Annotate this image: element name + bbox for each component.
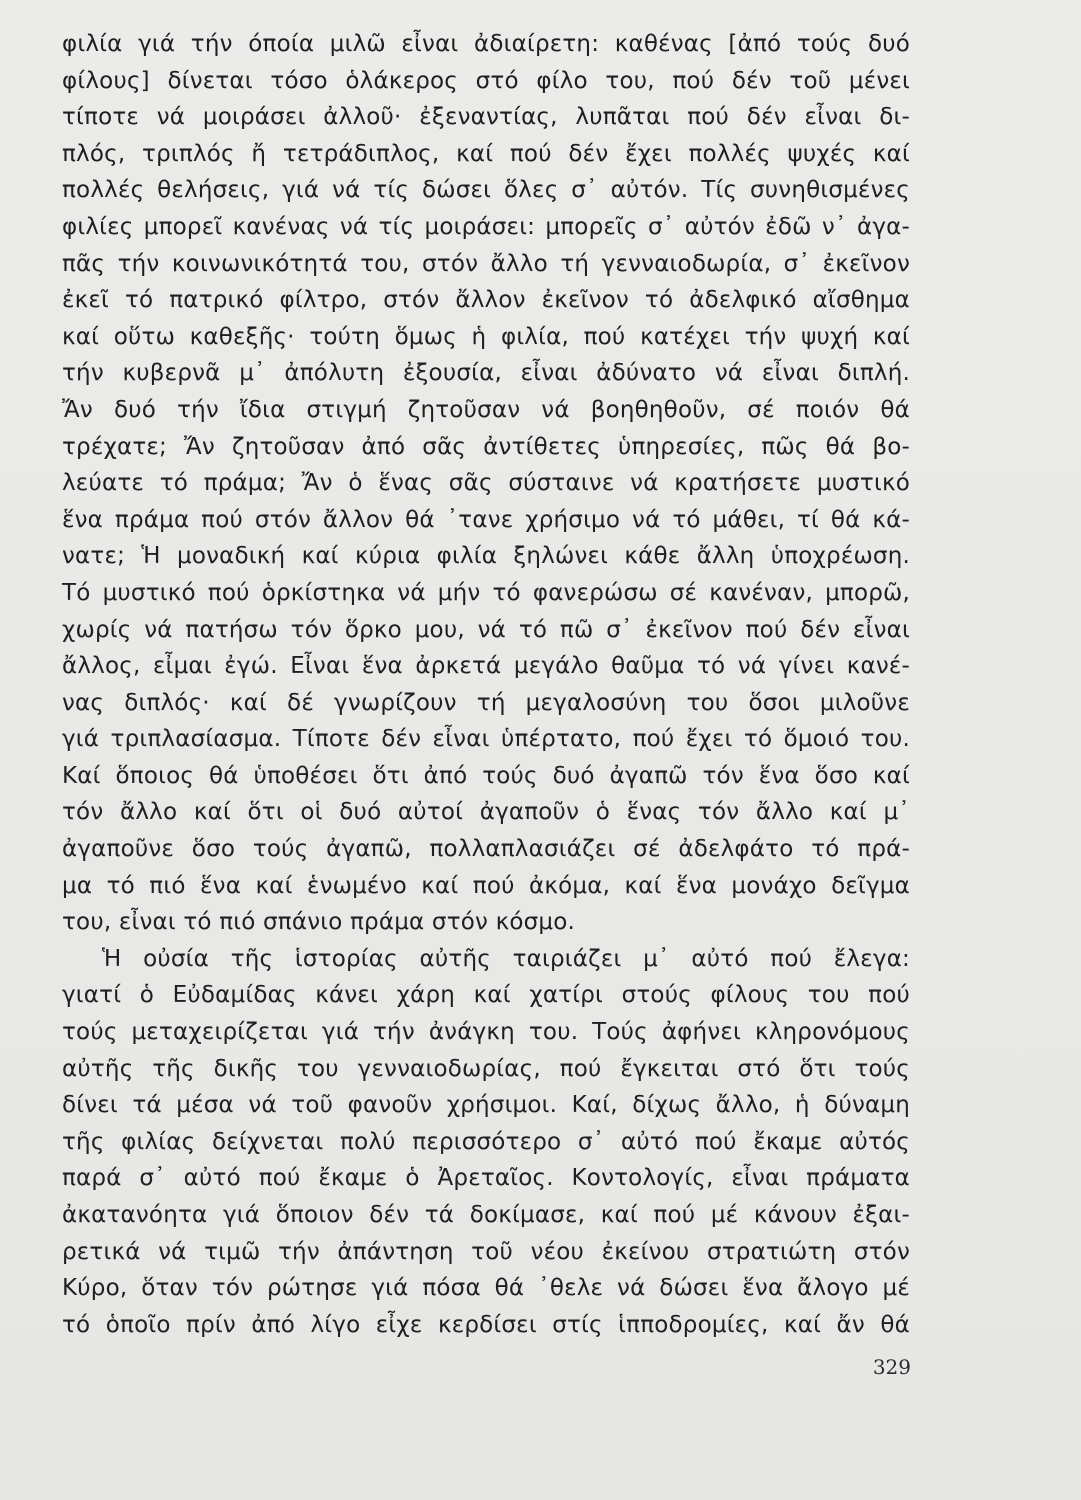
text-line: καί οὕτω καθεξῆς· τούτη ὅμως ἡ φιλία, πού κατέχει τήν ψυχή καί — [62, 323, 910, 350]
text-line: νας διπλός· καί δέ γνωρίζουν τή μεγαλοσύνη του ὅσοι μιλοῦνε — [62, 689, 910, 716]
text-line: γιά τριπλασίασμα. Τίποτε δέν εἶναι ὑπέρτατο, πού ἔχει τό ὅμοιό του. — [62, 726, 910, 753]
text-line: τρέχατε; Ἄν ζητοῦσαν ἀπό σᾶς ἀντίθετες ὑπηρεσίες, πῶς θά βο- — [62, 433, 910, 460]
text-line: ρετικά νά τιμῶ τήν ἀπάντηση τοῦ νέου ἐκείνου στρατιώτη στόν — [62, 1238, 910, 1265]
text-line: πᾶς τήν κοινωνικότητά του, στόν ἄλλο τή γενναιοδωρία, σ᾿ ἐκεῖνον — [62, 250, 910, 277]
text-line: Καί ὅποιος θά ὑποθέσει ὅτι ἀπό τούς δυό ἀγαπῶ τόν ἕνα ὅσο καί — [62, 762, 910, 789]
text-line: τούς μεταχειρίζεται γιά τήν ἀνάγκη του. Τούς ἀφήνει κληρονόμους — [62, 1019, 910, 1046]
text-line: αὐτῆς τῆς δικῆς του γενναιοδωρίας, πού ἔγκειται στό ὅτι τούς — [62, 1055, 910, 1082]
text-line: ἀγαποῦνε ὅσο τούς ἀγαπῶ, πολλαπλασιάζει σέ ἀδελφάτο τό πρά- — [62, 836, 910, 863]
paragraph-end-line: του, εἶναι τό πιό σπάνιο πράμα στόν κόσμο. — [62, 909, 575, 936]
text-line: δίνει τά μέσα νά τοῦ φανοῦν χρήσιμοι. Καί, δίχως ἄλλο, ἡ δύναμη — [62, 1092, 910, 1119]
text-line: πολλές θελήσεις, γιά νά τίς δώσει ὅλες σ᾿ αὐτόν. Τίς συνηθισμένες — [62, 177, 910, 204]
text-line: Ἄν δυό τήν ἴδια στιγμή ζητοῦσαν νά βοηθηθοῦν, σέ ποιόν θά — [62, 396, 910, 423]
text-line: τήν κυβερνᾶ μ᾿ ἀπόλυτη ἐξουσία, εἶναι ἀδύνατο νά εἶναι διπλή. — [62, 360, 910, 387]
text-line: λεύατε τό πράμα; Ἄν ὁ ἕνας σᾶς σύσταινε νά κρατήσετε μυστικό — [62, 470, 910, 497]
text-line: φιλία γιά τήν όποία μιλῶ εἶναι ἀδιαίρετη: καθένας [ἀπό τούς δυό — [62, 31, 910, 57]
text-line: Κύρο, ὅταν τόν ρώτησε γιά πόσα θά ᾿θελε νά δώσει ἕνα ἄλογο μέ — [62, 1275, 910, 1302]
text-line: ἀκατανόητα γιά ὅποιον δέν τά δοκίμασε, καί πού μέ κάνουν ἐξαι- — [62, 1202, 910, 1228]
text-line: τίποτε νά μοιράσει ἀλλοῦ· ἐξεναντίας, λυπᾶται πού δέν εἶναι δι- — [62, 104, 910, 131]
text-line: φίλους] δίνεται τόσο ὁλάκερος στό φίλο του, πού δέν τοῦ μένει — [62, 67, 910, 94]
text-line: ἄλλος, εἶμαι ἐγώ. Εἶναι ἕνα ἀρκετά μεγάλο θαῦμα τό νά γίνει κανέ- — [62, 653, 910, 680]
text-line: πλός, τριπλός ἤ τετράδιπλος, καί πού δέν ἔχει πολλές ψυχές καί — [62, 140, 910, 167]
text-line: ἐκεῖ τό πατρικό φίλτρο, στόν ἄλλον ἐκεῖνον τό ἀδελφικό αἴσθημα — [62, 287, 910, 314]
paragraph-start-line: Ἡ οὐσία τῆς ἱστορίας αὐτῆς ταιριάζει μ᾿ αὐτό πού ἔλεγα: — [102, 945, 910, 972]
text-line: παρά σ᾿ αὐτό πού ἔκαμε ὁ Ἀρεταῖος. Κοντολογίς, εἶναι πράματα — [62, 1165, 910, 1192]
page-number: 329 — [872, 1355, 911, 1379]
text-line: τόν ἄλλο καί ὅτι οἱ δυό αὐτοί ἀγαποῦν ὁ ἕνας τόν ἄλλο καί μ᾿ — [62, 799, 910, 826]
text-line: μα τό πιό ἕνα καί ἑνωμένο καί πού ἀκόμα, καί ἕνα μονάχο δεῖγμα — [62, 872, 910, 899]
body-text — [62, 26, 910, 1343]
text-line: γιατί ὁ Εὐδαμίδας κάνει χάρη καί χατίρι στούς φίλους του πού — [62, 982, 910, 1009]
text-line: φιλίες μπορεῖ κανένας νά τίς μοιράσει: μπορεῖς σ᾿ αὐτόν ἐδῶ ν᾿ ἀγα- — [62, 213, 910, 240]
text-line: ἕνα πράμα πού στόν ἄλλον θά ᾿τανε χρήσιμο νά τό μάθει, τί θά κά- — [62, 506, 910, 533]
text-line: τό ὁποῖο πρίν ἀπό λίγο εἶχε κερδίσει στίς ἱπποδρομίες, καί ἄν θά — [62, 1311, 910, 1338]
text-line: Τό μυστικό πού ὁρκίστηκα νά μήν τό φανερώσω σέ κανέναν, μπορῶ, — [62, 579, 910, 606]
text-line: χωρίς νά πατήσω τόν ὅρκο μου, νά τό πῶ σ᾿ ἐκεῖνον πού δέν εἶναι — [62, 616, 910, 643]
text-line: τῆς φιλίας δείχνεται πολύ περισσότερο σ᾿ αὐτό πού ἔκαμε αὐτός — [62, 1128, 910, 1155]
text-line: νατε; Ἡ μοναδική καί κύρια φιλία ξηλώνει κάθε ἄλλη ὑποχρέωση. — [62, 543, 910, 570]
